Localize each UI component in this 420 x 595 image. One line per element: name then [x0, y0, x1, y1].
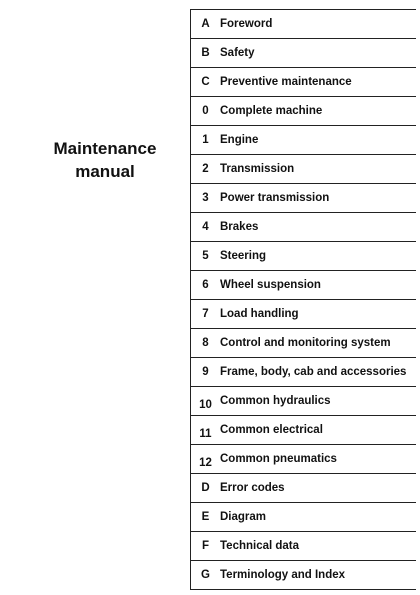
toc-item-label: Safety	[220, 47, 255, 59]
toc-item-code: G	[201, 569, 210, 581]
toc-item-code: 12	[199, 457, 212, 469]
toc-item-preventive-maintenance[interactable]	[190, 68, 416, 97]
toc-item-common-hydraulics[interactable]	[190, 387, 416, 416]
toc-item-transmission[interactable]	[190, 155, 416, 184]
toc-item-brakes[interactable]	[190, 213, 416, 242]
toc-item-code: C	[201, 76, 210, 88]
toc-item-label: Error codes	[220, 482, 285, 494]
toc-item-label: Load handling	[220, 308, 299, 320]
toc-item-label: Power transmission	[220, 192, 330, 204]
toc-item-label: Wheel suspension	[220, 279, 321, 291]
toc-item-label: Common pneumatics	[220, 453, 337, 465]
toc-item-engine[interactable]	[190, 126, 416, 155]
toc-item-technical-data[interactable]	[190, 532, 416, 561]
toc-item-label: Brakes	[220, 221, 259, 233]
toc-item-code: 2	[202, 163, 209, 175]
toc-item-label: Preventive maintenance	[220, 76, 352, 88]
toc-item-code: E	[201, 511, 210, 523]
toc-item-code: 0	[202, 105, 209, 117]
toc-item-code: 4	[202, 221, 209, 233]
toc-item-label: Complete machine	[220, 105, 323, 117]
toc-item-load-handling[interactable]	[190, 300, 416, 329]
toc-item-code: A	[201, 18, 210, 30]
toc-item-code: B	[201, 47, 210, 59]
toc-item-label: Frame, body, cab and accessories	[220, 366, 407, 378]
toc-item-label: Steering	[220, 250, 267, 262]
toc-item-error-codes[interactable]	[190, 474, 416, 503]
table-of-contents	[190, 9, 416, 590]
toc-item-code: 3	[202, 192, 209, 204]
toc-item-steering[interactable]	[190, 242, 416, 271]
toc-item-label: Terminology and Index	[220, 569, 346, 581]
toc-item-common-electrical[interactable]	[190, 416, 416, 445]
toc-item-label: Technical data	[220, 540, 300, 552]
toc-item-label: Common hydraulics	[220, 395, 331, 407]
toc-item-common-pneumatics[interactable]	[190, 445, 416, 474]
toc-item-code: 8	[202, 337, 209, 349]
toc-item-frame-body-cab-and-accessories[interactable]	[190, 358, 416, 387]
toc-item-code: 7	[202, 308, 209, 320]
toc-item-code: 11	[199, 428, 212, 440]
toc-item-code: 5	[202, 250, 209, 262]
toc-item-label: Common electrical	[220, 424, 323, 436]
toc-item-power-transmission[interactable]	[190, 184, 416, 213]
manual-title-line-1: Maintenance	[53, 139, 157, 158]
toc-item-code: 9	[202, 366, 209, 378]
toc-item-code: F	[201, 540, 210, 552]
toc-item-terminology-and-index[interactable]	[190, 561, 416, 590]
toc-item-diagram[interactable]	[190, 503, 416, 532]
toc-item-code: 10	[199, 399, 212, 411]
manual-title-line-2: manual	[75, 162, 135, 181]
toc-item-wheel-suspension[interactable]	[190, 271, 416, 300]
toc-item-label: Transmission	[220, 163, 295, 175]
toc-item-complete-machine[interactable]	[190, 97, 416, 126]
toc-item-label: Foreword	[220, 18, 273, 30]
toc-item-code: D	[201, 482, 210, 494]
toc-item-code: 6	[202, 279, 209, 291]
manual-title	[40, 137, 170, 183]
toc-item-label: Control and monitoring system	[220, 337, 391, 349]
toc-item-foreword[interactable]	[190, 10, 416, 39]
toc-item-label: Diagram	[220, 511, 267, 523]
toc-item-control-and-monitoring-system[interactable]	[190, 329, 416, 358]
toc-item-code: 1	[202, 134, 209, 146]
toc-item-safety[interactable]	[190, 39, 416, 68]
toc-item-label: Engine	[220, 134, 259, 146]
